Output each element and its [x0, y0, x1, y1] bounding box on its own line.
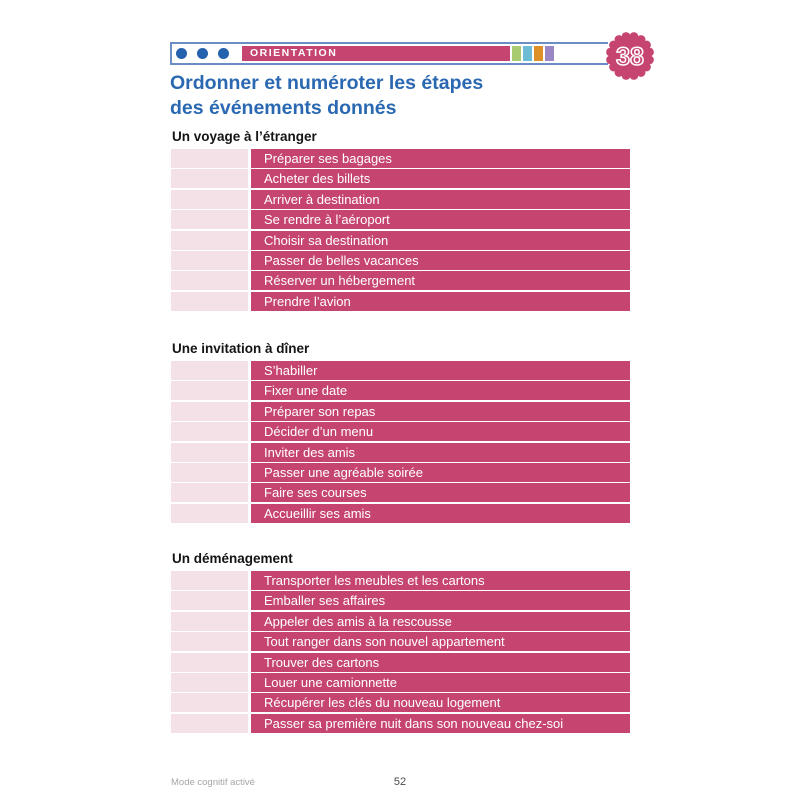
- step-number-cell: [171, 632, 248, 651]
- decorative-square-orange: [534, 46, 543, 61]
- lesson-number-badge: [606, 32, 654, 80]
- step-row: [171, 632, 630, 651]
- step-number-cell: [171, 612, 248, 631]
- step-label: Transporter les meubles et les cartons: [251, 571, 630, 590]
- step-number-cell: [171, 190, 248, 209]
- step-label: Se rendre à l’aéroport: [251, 210, 630, 229]
- step-label: Accueillir ses amis: [251, 504, 630, 523]
- step-number-cell: [171, 653, 248, 672]
- step-row: [171, 251, 630, 270]
- page-title-line2: des événements donnés: [170, 97, 397, 119]
- step-row: [171, 504, 630, 523]
- step-number-cell: [171, 361, 248, 380]
- step-number-cell: [171, 483, 248, 502]
- step-number-cell: [171, 210, 248, 229]
- step-number-cell: [171, 504, 248, 523]
- step-number-cell: [171, 693, 248, 712]
- step-label: Appeler des amis à la rescousse: [251, 612, 630, 631]
- step-label: Louer une camionnette: [251, 673, 630, 692]
- section-label: Une invitation à dîner: [172, 341, 310, 356]
- step-number-cell: [171, 231, 248, 250]
- step-number-cell: [171, 443, 248, 462]
- step-label: Préparer ses bagages: [251, 149, 630, 168]
- step-row: [171, 612, 630, 631]
- section-demenagement: [171, 551, 630, 734]
- step-label: Inviter des amis: [251, 443, 630, 462]
- step-number-cell: [171, 169, 248, 188]
- step-label: Acheter des billets: [251, 169, 630, 188]
- step-label: Passer sa première nuit dans son nouveau chez-soi: [251, 714, 630, 733]
- step-row: [171, 210, 630, 229]
- step-label: Passer de belles vacances: [251, 251, 630, 270]
- step-row: [171, 292, 630, 311]
- section-label: Un déménagement: [172, 551, 293, 566]
- step-number-cell: [171, 673, 248, 692]
- step-row: [171, 483, 630, 502]
- decorative-square-purple: [545, 46, 554, 61]
- step-row: [171, 443, 630, 462]
- step-row: [171, 361, 630, 380]
- step-number-cell: [171, 402, 248, 421]
- step-number-cell: [171, 422, 248, 441]
- category-tag: ORIENTATION: [242, 46, 510, 61]
- step-row: [171, 422, 630, 441]
- step-row: [171, 714, 630, 733]
- bullet-dot-icon: [218, 48, 229, 59]
- step-label: Emballer ses affaires: [251, 591, 630, 610]
- page-title: [170, 71, 483, 121]
- step-label: Prendre l’avion: [251, 292, 630, 311]
- page-title-line1: Ordonner et numéroter les étapes: [170, 72, 484, 94]
- step-label: Réserver un hébergement: [251, 271, 630, 290]
- step-number-cell: [171, 292, 248, 311]
- footer-edition-label: Mode cognitif activé: [171, 777, 255, 788]
- step-label: Préparer son repas: [251, 402, 630, 421]
- step-label: Récupérer les clés du nouveau logement: [251, 693, 630, 712]
- step-label: Trouver des cartons: [251, 653, 630, 672]
- badge-number: 38: [616, 43, 644, 71]
- decorative-square-green: [512, 46, 521, 61]
- step-number-cell: [171, 251, 248, 270]
- step-label: Décider d’un menu: [251, 422, 630, 441]
- step-label: Passer une agréable soirée: [251, 463, 630, 482]
- step-number-cell: [171, 149, 248, 168]
- step-label: Tout ranger dans son nouvel appartement: [251, 632, 630, 651]
- step-row: [171, 149, 630, 168]
- step-row: [171, 463, 630, 482]
- step-number-cell: [171, 591, 248, 610]
- bullet-dot-icon: [197, 48, 208, 59]
- header-band: [170, 42, 608, 65]
- step-number-cell: [171, 463, 248, 482]
- step-label: Choisir sa destination: [251, 231, 630, 250]
- step-row: [171, 571, 630, 590]
- step-number-cell: [171, 381, 248, 400]
- step-row: [171, 402, 630, 421]
- section-invitation: [171, 341, 630, 524]
- decorative-square-blue: [523, 46, 532, 61]
- step-row: [171, 653, 630, 672]
- section-label: Un voyage à l’étranger: [172, 129, 317, 144]
- step-number-cell: [171, 714, 248, 733]
- step-label: S’habiller: [251, 361, 630, 380]
- step-number-cell: [171, 271, 248, 290]
- step-row: [171, 169, 630, 188]
- step-label: Arriver à destination: [251, 190, 630, 209]
- step-row: [171, 190, 630, 209]
- step-row: [171, 673, 630, 692]
- step-row: [171, 271, 630, 290]
- step-row: [171, 693, 630, 712]
- bullet-dot-icon: [176, 48, 187, 59]
- step-label: Faire ses courses: [251, 483, 630, 502]
- step-row: [171, 231, 630, 250]
- step-row: [171, 591, 630, 610]
- step-label: Fixer une date: [251, 381, 630, 400]
- step-number-cell: [171, 571, 248, 590]
- section-voyage: [171, 129, 630, 312]
- footer-page-number: 52: [393, 776, 407, 788]
- step-row: [171, 381, 630, 400]
